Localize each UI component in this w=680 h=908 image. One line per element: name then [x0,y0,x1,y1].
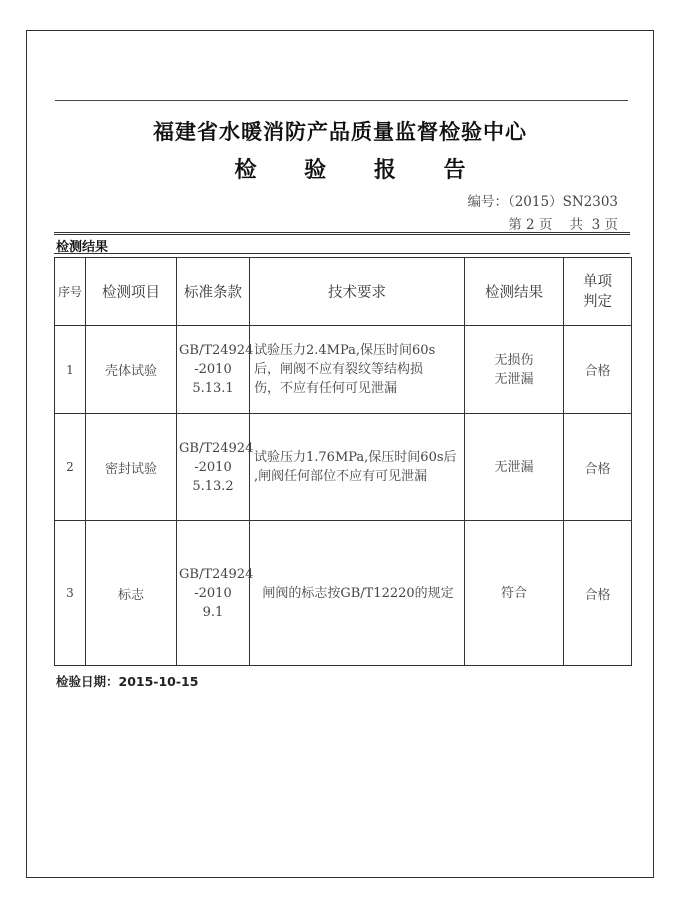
requirement-line: 后，闸阀不应有裂纹等结构损 [254,362,424,377]
table-row [55,521,632,666]
clause-line: -2010 [194,362,232,377]
result-line: 无泄漏 [494,371,534,387]
row-clause [177,326,254,414]
clause-line: GB/T24924 [179,566,254,582]
row-verdict: 合格 [564,521,632,666]
requirement-line: 试验压力2.4MPa,保压时间60s [254,343,436,358]
page-indicator: 第 2 页 共 3 页 [508,217,618,233]
header-verdict-text: 单项 判定 [583,273,612,310]
result-line: 无泄漏 [494,459,534,475]
row-requirement [250,326,465,414]
row-no: 3 [55,521,86,666]
clause-line: -2010 [194,459,232,475]
clause-line: GB/T24924 [179,343,254,358]
inspection-date: 检验日期：2015-10-15 [56,674,199,689]
clause-line: -2010 [194,585,232,601]
header-cell-requirement: 技术要求 [250,258,465,326]
row-result [465,521,564,666]
row-result [465,326,564,414]
row-no: 1 [55,326,86,414]
header-cell-verdict [564,258,632,326]
requirement-line: 试验压力1.76MPa,保压时间60s后 [254,450,457,465]
requirement-line: 伤，不应有任何可见泄漏 [254,381,398,396]
result-line: 符合 [500,585,527,601]
row-clause [177,414,254,521]
row-item: 密封试验 [86,414,177,521]
section-label: 检测结果 [56,240,109,255]
header-cell-clause: 标准条款 [177,258,250,326]
clause-line: 5.13.1 [192,381,234,396]
section-divider [54,232,630,235]
organization-name: 福建省水暖消防产品质量监督检验中心 [153,120,527,144]
row-requirement [250,414,465,521]
requirement-line: ,闸阀任何部位不应有可见泄漏 [254,469,428,484]
table-header-row [55,258,632,326]
table-row [55,326,632,414]
clause-line: 5.13.2 [192,478,234,494]
results-table [54,257,632,666]
result-line: 无损伤 [494,352,534,368]
row-requirement [250,521,465,666]
row-item: 壳体试验 [86,326,177,414]
report-title: 检 验 报 告 [234,158,486,183]
row-result [465,414,564,521]
table-row [55,414,632,521]
header-cell-result: 检测结果 [465,258,564,326]
header-cell-item: 检测项目 [86,258,177,326]
header-rule [55,100,628,101]
row-no: 2 [55,414,86,521]
row-verdict: 合格 [564,414,632,521]
row-item: 标志 [86,521,177,666]
report-number: 编号：（2015）SN2303 [467,194,618,210]
clause-line: 9.1 [202,604,224,620]
row-clause [177,521,254,666]
table-top-rule [54,253,630,254]
row-verdict: 合格 [564,326,632,414]
header-cell-no: 序号 [55,258,86,326]
requirement-line: 闸阀的标志按GB/T12220的规定 [262,585,454,601]
clause-line: GB/T24924 [179,440,254,456]
